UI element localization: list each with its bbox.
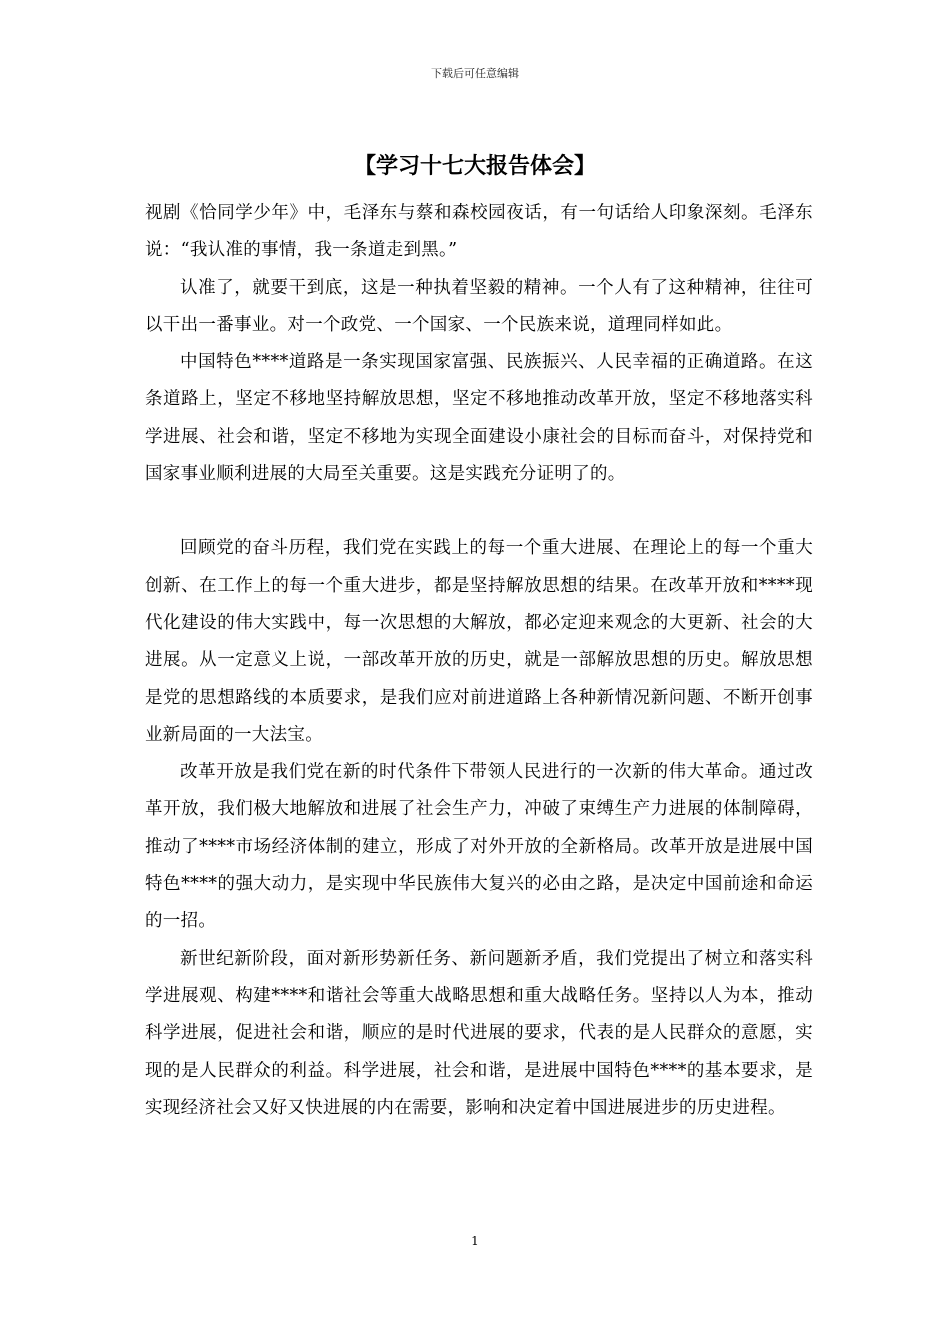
paragraph: 认准了，就要干到底，这是一种执着坚毅的精神。一个人有了这种精神，往往可以干出一番事业。对一个政党、一个国家、一个民族来说，道理同样如此。 — [145, 277, 813, 335]
page-number: 1 — [471, 1234, 479, 1248]
paragraph: 改革开放是我们党在新的时代条件下带领人民进行的一次新的伟大革命。通过改革开放，我们极大地解放和进展了社会生产力，冲破了束缚生产力进展的体制障碍，推动了****市场经济体制的建立，形成了对外开放的全新格局。改革开放是进展中国特色****的强大动力，是实现中华民族伟大复兴的必由之路，是决定中国前途和命运的一招。 — [145, 762, 813, 932]
paragraph: 视剧《恰同学少年》中，毛泽东与蔡和森校园夜话，有一句话给人印象深刻。毛泽东说：“我认准的事情，我一条道走到黑。” — [145, 203, 813, 261]
header-note: 下载后可任意编辑 — [431, 67, 519, 80]
document-body — [145, 195, 813, 1127]
paragraph: 回顾党的奋斗历程，我们党在实践上的每一个重大进展、在理论上的每一个重大创新、在工作上的每一个重大进步，都是坚持解放思想的结果。在改革开放和****现代化建设的伟大实践中，每一次思想的大解放，都必定迎来观念的大更新、社会的大进展。从一定意义上说，一部改革开放的历史，就是一部解放思想的历史。解放思想是党的思想路线的本质要求，是我们应对前进道路上各种新情况新问题、不断开创事业新局面的一大法宝。 — [145, 538, 813, 745]
document-title: 【学习十七大报告体会】 — [353, 154, 596, 179]
paragraph: 新世纪新阶段，面对新形势新任务、新问题新矛盾，我们党提出了树立和落实科学进展观、构建****和谐社会等重大战略思想和重大战略任务。坚持以人为本，推动科学进展，促进社会和谐，顺应的是时代进展的要求，代表的是人民群众的意愿，实现的是人民群众的利益。科学进展，社会和谐，是进展中国特色****的基本要求，是实现经济社会又好又快进展的内在需要，影响和决定着中国进展进步的历史进程。 — [145, 948, 813, 1118]
paragraph: 中国特色****道路是一条实现国家富强、民族振兴、人民幸福的正确道路。在这条道路上，坚定不移地坚持解放思想，坚定不移地推动改革开放，坚定不移地落实科学进展、社会和谐，坚定不移地为实现全面建设小康社会的目标而奋斗，对保持党和国家事业顺利进展的大局至关重要。这是实践充分证明了的。 — [145, 352, 813, 485]
